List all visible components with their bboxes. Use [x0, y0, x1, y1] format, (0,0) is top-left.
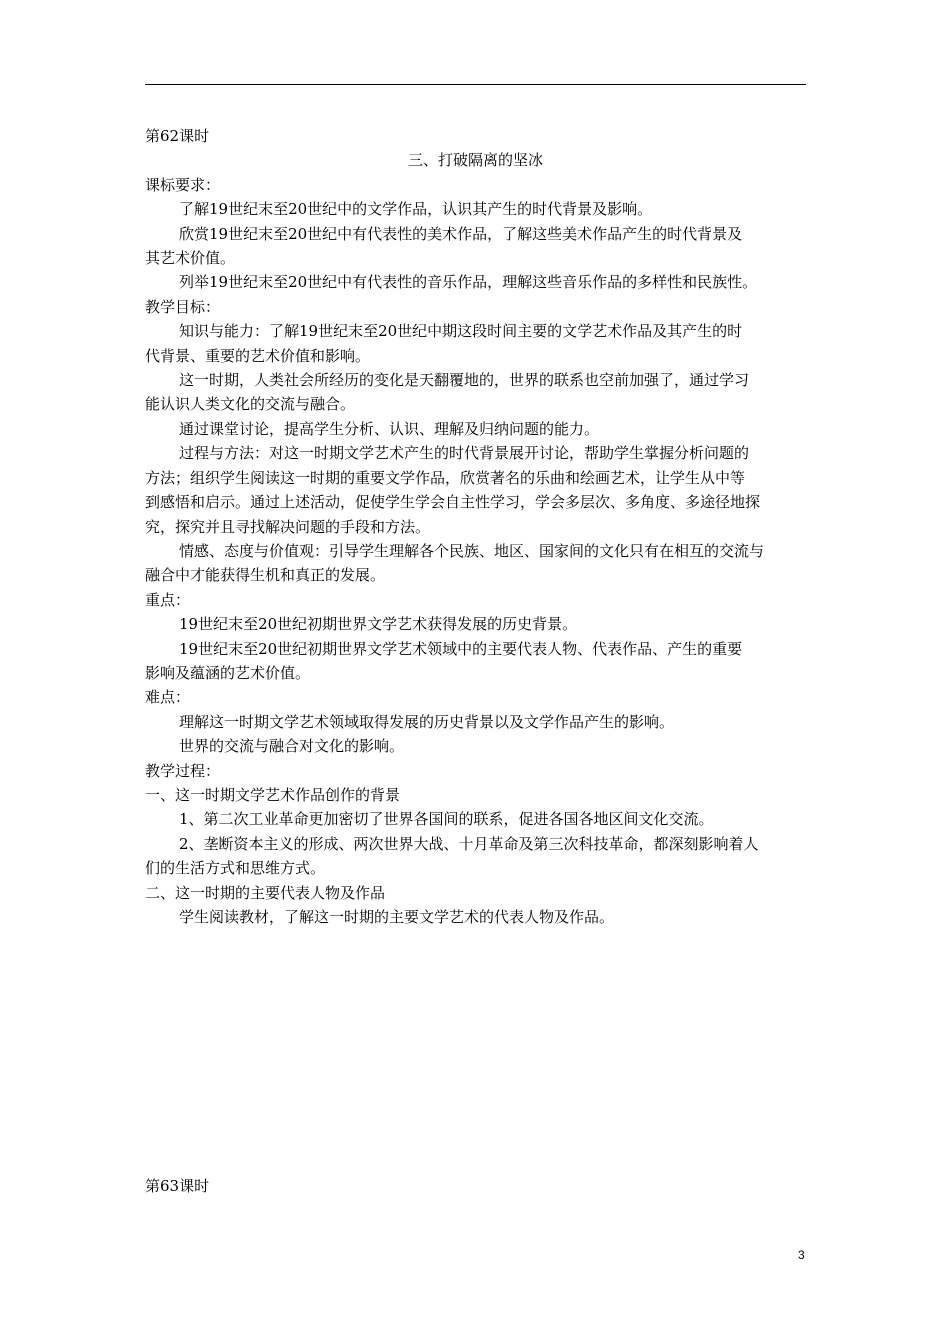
document-body	[145, 124, 817, 1199]
key-point-item: 19世纪末至20世纪初期世界文学艺术获得发展的历史背景。	[179, 615, 578, 634]
curriculum-heading: 课标要求：	[145, 175, 221, 194]
goal-item: 这一时期，人类社会所经历的变化是天翻覆地的，世界的联系也空前加强了，通过学习	[179, 371, 750, 390]
key-points-heading: 重点：	[145, 590, 191, 609]
difficulty-item: 世界的交流与融合对文化的影响。	[179, 737, 405, 756]
curriculum-item: 列举19世纪末至20世纪中有代表性的音乐作品，理解这些音乐作品的多样性和民族性。	[179, 273, 758, 292]
process-section-heading: 二、这一时期的主要代表人物及作品	[145, 883, 386, 902]
curriculum-item: 欣赏19世纪末至20世纪中有代表性的美术作品，了解这些美术作品产生的时代背景及	[179, 224, 743, 243]
goal-item: 通过课堂讨论，提高学生分析、认识、理解及归纳问题的能力。	[179, 419, 600, 438]
goal-item-cont: 究，探究并且寻找解决问题的手段和方法。	[145, 517, 431, 536]
next-lesson-header: 第63课时	[145, 1177, 210, 1196]
process-item: 1、第二次工业革命更加密切了世界各国间的联系，促进各国各地区间文化交流。	[179, 810, 714, 829]
process-heading: 教学过程：	[145, 761, 221, 780]
document-title: 三、打破隔离的坚冰	[407, 151, 543, 170]
goal-item-cont: 能认识人类文化的交流与融合。	[145, 395, 356, 414]
goal-item-cont: 融合中才能获得生机和真正的发展。	[145, 566, 386, 585]
header-rule	[145, 84, 806, 85]
difficulty-item: 理解这一时期文学艺术领域取得发展的历史背景以及文学作品产生的影响。	[179, 712, 675, 731]
curriculum-item: 了解19世纪末至20世纪中的文学作品，认识其产生的时代背景及影响。	[179, 200, 653, 219]
difficulties-heading: 难点：	[145, 688, 191, 707]
key-point-item-cont: 影响及蕴涵的艺术价值。	[145, 663, 311, 682]
goal-item: 知识与能力：了解19世纪末至20世纪中期这段时间主要的文学艺术作品及其产生的时	[179, 322, 743, 341]
process-item: 学生阅读教材，了解这一时期的主要文学艺术的代表人物及作品。	[179, 908, 615, 926]
page-number: 3	[798, 1248, 805, 1262]
goal-item: 过程与方法：对这一时期文学艺术产生的时代背景展开讨论，帮助学生掌握分析问题的	[179, 444, 750, 463]
curriculum-item-cont: 其艺术价值。	[145, 249, 236, 268]
goal-item-cont: 方法；组织学生阅读这一时期的重要文学作品，欣赏著名的乐曲和绘画艺术，让学生从中等	[145, 468, 746, 487]
key-point-item: 19世纪末至20世纪初期世界文学艺术领域中的主要代表人物、代表作品、产生的重要	[179, 639, 743, 658]
goal-item-cont: 代背景、重要的艺术价值和影响。	[145, 346, 371, 365]
process-item: 2、垄断资本主义的形成、两次世界大战、十月革命及第三次科技革命，都深刻影响着人	[179, 834, 759, 853]
goal-item: 情感、态度与价值观：引导学生理解各个民族、地区、国家间的文化只有在相互的交流与	[179, 541, 765, 560]
blank-space	[145, 929, 817, 1174]
goals-heading: 教学目标：	[145, 297, 221, 316]
goal-item-cont: 到感悟和启示。通过上述活动，促使学生学会自主性学习，学会多层次、多角度、多途径地探	[145, 493, 761, 512]
lesson-header: 第62课时	[145, 127, 210, 145]
process-item-cont: 们的生活方式和思维方式。	[145, 859, 326, 878]
process-section-heading: 一、这一时期文学艺术作品创作的背景	[145, 785, 401, 804]
